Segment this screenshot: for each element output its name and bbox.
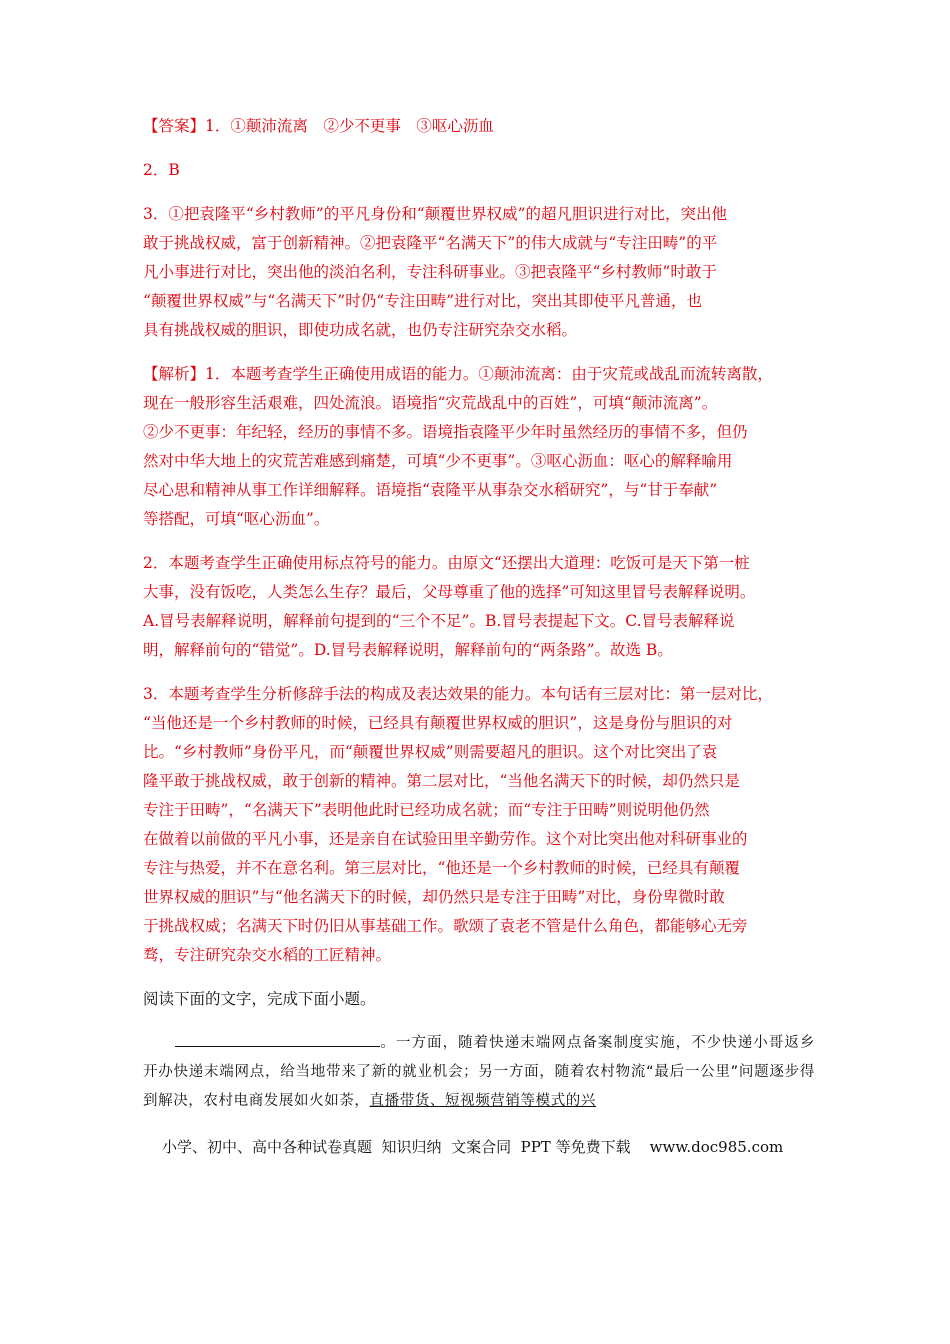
page-footer: 小学、初中、高中各种试卷真题 知识归纳 文案合同 PPT 等免费下载 www.doc985.com	[162, 1138, 784, 1156]
answer-line-2: 2．B	[143, 161, 180, 179]
text-line: 于挑战权威；名满天下时仍旧从事基础工作。歌颂了袁老不管是什么角色，都能够心无旁	[143, 917, 748, 935]
text-line: 骛，专注研究杂交水稻的工匠精神。	[143, 946, 392, 964]
text-line: 3．本题考查学生分析修辞手法的构成及表达效果的能力。本句话有三层对比：第一层对比，	[143, 685, 773, 703]
text-line: 专注与热爱，并不在意名利。第三层对比，“他还是一个乡村教师的时候，已经具有颠覆	[143, 859, 740, 877]
text-line: 大事，没有饭吃，人类怎么生存？最后，父母尊重了他的选择”可知这里冒号表解释说明。	[143, 583, 756, 601]
underlined-sentence: 直播带货、短视频营销等模式的兴	[369, 1093, 596, 1109]
text-line: “颠覆世界权威”与“名满天下”时仍“专注田畴”进行对比，突出其即使平凡普通，也	[143, 292, 703, 310]
analysis-paragraph-3	[143, 680, 815, 970]
document-content	[143, 112, 815, 1116]
reading-passage	[143, 1029, 815, 1116]
text-line: “当他还是一个乡村教师的时候，已经具有颠覆世界权威的胆识”，这是身份与胆识的对	[143, 714, 733, 732]
text-line: 凡小事进行对比，突出他的淡泊名利，专注科研事业。③把袁隆平“乡村教师”时敢于	[143, 263, 717, 281]
text-line: 2．本题考查学生正确使用标点符号的能力。由原文“还摆出大道理：吃饭可是天下第一桩	[143, 554, 750, 572]
text-line: 隆平敢于挑战权威，敢于创新的精神。第二层对比，“当他名满天下的时候，却仍然只是	[143, 772, 740, 790]
reading-instruction: 阅读下面的文字，完成下面小题。	[143, 990, 376, 1008]
passage-text: 。一方面，随着快递末端网点备案制度实施，不少快递小哥返乡开办快递末端网点，给当地带来了新的就业机会；另一方面，随着农村物流“最后一公里”问题逐步得到解决，农村电商发展如火如荼，	[143, 1035, 815, 1109]
text-line: A.冒号表解释说明，解释前句提到的“三个不足”。B.冒号表提起下文。C.冒号表解释说	[143, 612, 735, 630]
text-line: ②少不更事：年纪轻，经历的事情不多。语境指袁隆平少年时虽然经历的事情不多，但仍	[143, 423, 748, 441]
text-line: 具有挑战权威的胆识，即使功成名就，也仍专注研究杂交水稻。	[143, 321, 578, 339]
text-line: 明，解释前句的“错觉”。D.冒号表解释说明，解释前句的“两条路”。故选 B。	[143, 641, 673, 659]
text-line: 等搭配，可填“呕心沥血”。	[143, 510, 330, 528]
answer-section	[143, 112, 815, 345]
text-line: 尽心思和精神从事工作详细解释。语境指“袁隆平从事杂交水稻研究”，与“甘于奉献”	[143, 481, 718, 499]
analysis-paragraph-2	[143, 549, 815, 665]
answer-line-3	[143, 200, 815, 345]
text-line: 在做着以前做的平凡小事，还是亲自在试验田里辛勤劳作。这个对比突出他对科研事业的	[143, 830, 748, 848]
answer-line-1: 【答案】1．①颠沛流离 ②少不更事 ③呕心沥血	[143, 117, 494, 135]
analysis-section	[143, 360, 815, 970]
text-line: 现在一般形容生活艰难，四处流浪。语境指“灾荒战乱中的百姓”，可填“颠沛流离”。	[143, 394, 718, 412]
fill-in-blank	[175, 1030, 380, 1047]
text-line: 比。“乡村教师”身份平凡，而“颠覆世界权威”则需要超凡的胆识。这个对比突出了袁	[143, 743, 718, 761]
text-line: 世界权威的胆识”与“他名满天下的时候，却仍然只是专注于田畴”对比，身份卑微时敢	[143, 888, 725, 906]
analysis-paragraph-1	[143, 360, 815, 534]
text-line: 然对中华大地上的灾荒苦难感到痛楚，可填“少不更事”。③呕心沥血：呕心的解释喻用	[143, 452, 733, 470]
text-line: 【解析】1．本题考查学生正确使用成语的能力。①颠沛流离：由于灾荒或战乱而流转离散，	[143, 365, 773, 383]
text-line: 3．①把袁隆平“乡村教师”的平凡身份和“颠覆世界权威”的超凡胆识进行对比，突出他	[143, 205, 728, 223]
text-line: 敢于挑战权威，富于创新精神。②把袁隆平“名满天下”的伟大成就与“专注田畴”的平	[143, 234, 718, 252]
text-line: 专注于田畴”，“名满天下”表明他此时已经功成名就；而“专注于田畴”则说明他仍然	[143, 801, 710, 819]
